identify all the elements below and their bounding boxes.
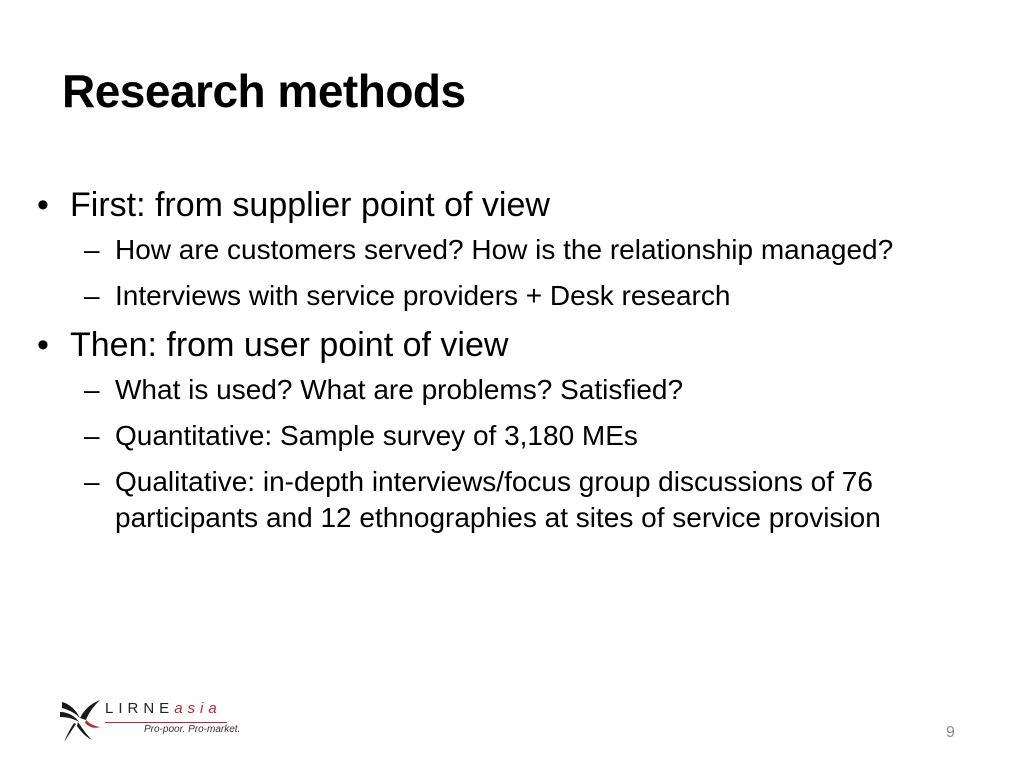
sub-bullet-item xyxy=(84,278,972,314)
sub-bullet-item xyxy=(84,464,972,536)
bullet-icon: • xyxy=(37,326,49,364)
sub-bullet-item xyxy=(84,372,972,408)
logo-divider xyxy=(105,722,227,723)
bullet-text: Then: from user point of view xyxy=(70,326,509,364)
dash-icon: – xyxy=(84,234,100,265)
slide-title: Research methods xyxy=(62,65,466,117)
sub-bullet-item xyxy=(84,232,972,268)
bullet-item xyxy=(32,324,972,366)
dash-icon: – xyxy=(84,420,100,451)
dash-icon: – xyxy=(84,280,100,311)
lirneasia-bird-logo-icon xyxy=(56,692,104,746)
logo-tagline: Pro-poor. Pro-market. xyxy=(144,724,241,735)
sub-bullet-text: Interviews with service providers + Desk research xyxy=(115,280,731,311)
dash-icon: – xyxy=(84,374,100,405)
dash-icon: – xyxy=(84,466,100,497)
sub-bullet-text: What is used? What are problems? Satisfied? xyxy=(115,374,684,405)
lirneasia-logo xyxy=(56,692,241,746)
logo-name-main: LIRNE xyxy=(105,700,175,717)
bullet-icon: • xyxy=(37,186,49,224)
sub-bullet-item xyxy=(84,418,972,454)
sub-bullet-text: Qualitative: in-depth interviews/focus group discussions of 76 participants and 12 ethnographies at sites of service provision xyxy=(115,466,881,533)
page-number: 9 xyxy=(946,724,955,741)
bullet-item xyxy=(32,184,972,226)
bullet-text: First: from supplier point of view xyxy=(70,186,550,224)
sub-bullet-text: How are customers served? How is the relationship managed? xyxy=(115,234,894,265)
slide-content xyxy=(32,184,972,546)
sub-bullet-text: Quantitative: Sample survey of 3,180 MEs xyxy=(115,420,638,451)
logo-name-accent: asia xyxy=(174,700,222,717)
logo-name xyxy=(105,700,222,717)
